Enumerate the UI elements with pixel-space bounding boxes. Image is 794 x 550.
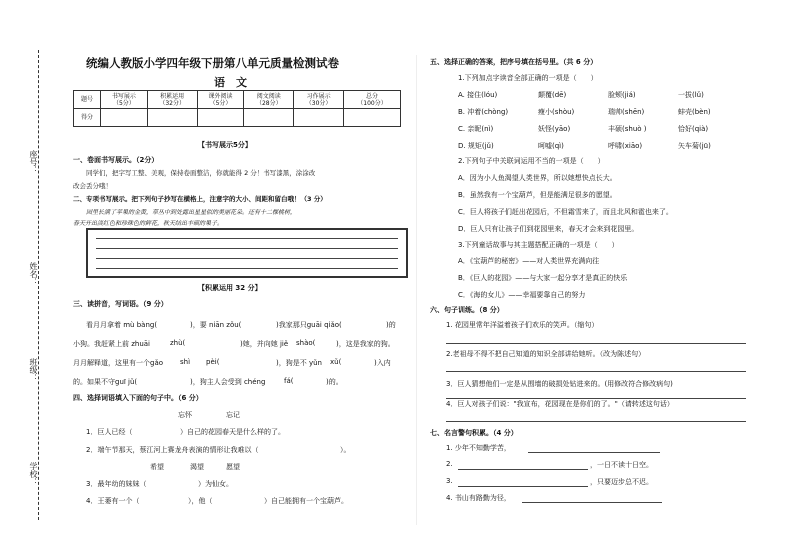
section-7-title: 七、名言警句积累。（4 分） [430, 429, 518, 437]
word-option: 忘记 [226, 411, 240, 419]
subject-title: 语 文 [214, 76, 247, 89]
sec6-s2: 2.老祖母不得不把自己知道的知识全部讲给她听。（改为陈述句） [446, 350, 646, 358]
writing-line [96, 258, 398, 259]
section-5-title: 五、选择正确的答案，把序号填在括号里。（共 6 分） [430, 58, 598, 66]
q1-option-d1: D. 规矩(jǔ) [458, 142, 494, 150]
q1-option-b2: 瘦小(shòu) [538, 108, 575, 116]
score-cell[interactable] [294, 109, 344, 127]
answer-line[interactable] [458, 486, 588, 487]
score-cell[interactable] [101, 109, 148, 127]
answer-line[interactable] [446, 421, 746, 422]
question-1: 一、卷面书写展示。（2分） [73, 156, 159, 164]
answer-line[interactable] [446, 371, 746, 372]
question-2: 二、专项书写展示。把下列句子抄写在横格上，注意字的大小、间距和留白哦！（3 分） [73, 195, 327, 203]
pinyin-line1-d: )的 [386, 321, 396, 329]
q1-option-c1: C. 亲昵(nì) [458, 125, 494, 133]
q1-option-a4: 一拔(lǔ) [678, 91, 704, 99]
section-title-writing: 【书写展示5分】 [198, 141, 252, 149]
score-row-label: 得分 [74, 109, 101, 127]
pinyin-line4-a: 的。如果不守guī jǔ( [73, 378, 138, 386]
word-option: 忘怀 [178, 411, 192, 419]
answer-line[interactable] [522, 502, 662, 503]
q1-option-a3: 脸颊(jiá) [608, 91, 636, 99]
pinyin-line1-a: 看月月拿着 mù bàng( [86, 321, 158, 329]
score-header-text: 习作展示 （30分） [305, 92, 332, 107]
answer-line[interactable] [446, 343, 746, 344]
q2-body-line1: 园里长满了苹果的金黄，草丛中到处露出星星似的美丽花朵。还有十二棵桃树， [86, 209, 297, 216]
score-table-header-row [74, 91, 401, 109]
copy-writing-box[interactable] [86, 228, 408, 278]
answer-line[interactable] [458, 469, 588, 470]
word-option: 希望 [150, 463, 164, 471]
sentence-1b: ）自己的花园春天是什么样的了。 [180, 428, 285, 436]
q1-option-b4: 蚌壳(bèn) [678, 108, 711, 116]
pinyin-line2-b: zhù( [170, 339, 186, 347]
q1-option-d3: 呼啸(xiāo) [608, 142, 643, 150]
pinyin-line3-e: xǔ( [330, 358, 342, 366]
q2-option-d: D．巨人只有让孩子们到花园里来，春天才会来到花园里。 [458, 225, 639, 233]
q3-option-b: B．《巨人的花园》——与大家一起分享才是真正的快乐 [458, 274, 628, 282]
sec6-s3: 3．巨人猜想他们一定是从围墙的破损处钻进来的。(用修改符合修改病句) [446, 380, 673, 388]
sentence-1a: 1．巨人已经（ [86, 428, 133, 436]
q1-option-c4: 恰好(qià) [678, 125, 709, 133]
sentence-2a: 2．端午节那天，蔡江河上赛龙舟表演的情形让我难以（ [86, 446, 259, 454]
question-4: 四、选择词语填入下面的句子中。（6 分） [73, 394, 203, 402]
exam-title: 统编人教版小学四年级下册第八单元质量检测试卷 [86, 56, 339, 70]
score-header-text: 阅文阅读 （28分） [255, 92, 282, 107]
word-option: 愿望 [226, 463, 240, 471]
proverb-3-text: ，只要迈步总不迟。 [590, 478, 653, 486]
q1-body-line1: 同学们，把字写工整、美观，保持卷面整洁，你就能得 2 分！书写漆黑，涂涂改 [86, 169, 316, 177]
score-header-text: 总分 （100分） [357, 92, 387, 107]
pinyin-line4-c: fá( [284, 377, 294, 385]
score-header-cell [344, 91, 401, 109]
sentence-3b: ）为仙女。 [198, 480, 233, 488]
score-cell[interactable] [197, 109, 244, 127]
score-header-cell [294, 91, 344, 109]
class-label: 班级： [29, 358, 38, 382]
sec5-q2: 2.下列句子中关联词运用不当的一项是（ ） [458, 157, 605, 165]
sec6-s1: 1. 花园里常年洋溢着孩子们欢乐的笑声。（缩句） [446, 321, 599, 329]
q1-option-c3: 丰硕(shuò ) [608, 125, 647, 133]
score-header-text: 积累运用 （32分） [159, 92, 185, 107]
q1-option-a2: 颠覆(dē) [538, 91, 567, 99]
pinyin-line2-e: )，这是我家的狗。 [336, 340, 395, 348]
sec5-q3: 3.下列童话故事与其主题搭配正确的一项是（ ） [458, 241, 619, 249]
q2-option-b: B．虽然我有一个宝葫芦，但是能满足很多的愿望。 [458, 191, 617, 199]
score-header-cell [197, 91, 244, 109]
score-cell[interactable] [244, 109, 294, 127]
section-6-title: 六、句子训练。（8 分） [430, 306, 504, 314]
proverb-2-text: ，一日不读十日空。 [590, 461, 653, 469]
q1-body-line2: 改会丢分哦！ [73, 182, 112, 190]
score-cell[interactable] [344, 109, 401, 127]
name-label: 姓名： [29, 262, 38, 286]
pinyin-line2-d: shào( [296, 339, 316, 347]
pinyin-line1-c: )我家那只guāi qiǎo( [276, 321, 342, 329]
writing-line [96, 248, 398, 249]
school-label: 学校： [29, 462, 38, 486]
q1-option-a1: A. 接住(lóu) [458, 91, 498, 99]
pinyin-line4-d: )的。 [326, 378, 343, 386]
writing-line [96, 238, 398, 239]
q1-option-c2: 妖怪(yāo) [538, 125, 571, 133]
writing-line [96, 268, 398, 269]
column-divider [416, 55, 417, 525]
q2-body-line2: 春天开出淡红色和珍珠色的鲜花，秋天结出丰硕的果子。 [73, 220, 224, 227]
pinyin-line3-d: )，狗是不 yǔn [276, 359, 322, 367]
pinyin-line1-b: )，要 niān zǒu( [190, 321, 242, 329]
q3-option-a: A．《宝葫芦的秘密》——对人类世界充满向往 [458, 257, 600, 265]
pinyin-line2-a: 小狗。我赶紧上前 zhuāi [73, 340, 151, 348]
q1-option-b3: 瑞帅(shēn) [608, 108, 645, 116]
score-cell[interactable] [147, 109, 197, 127]
section-title-accum: 【积累运用 32 分】 [198, 284, 262, 292]
proverb-2-num: 2. [446, 460, 453, 468]
score-header-cell [101, 91, 148, 109]
sec5-q1: 1.下列加点字读音全部正确的一项是（ ） [458, 74, 598, 82]
q1-option-b1: B. 冲着(chòng) [458, 108, 509, 116]
q3-option-c: C．《海的女儿》——幸福要靠自己的努力 [458, 291, 586, 299]
sentence-4b: ），他（ [188, 497, 213, 505]
answer-line[interactable] [528, 452, 660, 453]
score-table-score-row [74, 109, 401, 127]
pinyin-line3-a: 月月解释道，这里有一个gǎo [73, 359, 164, 367]
pinyin-line4-b: )，狗主人会受到 chéng [190, 378, 266, 386]
sec6-s4: 4．巨人对孩子们说："我宣布，花园现在是你们的了。"（请转述这句话） [446, 400, 674, 408]
seat-label: 座号： [29, 150, 38, 174]
score-header-cell [244, 91, 294, 109]
score-header-cell: 题号 [74, 91, 101, 109]
proverb-3-num: 3. [446, 477, 453, 485]
proverb-1: 1. 少年不知勤学苦， [446, 444, 511, 452]
q1-option-d4: 矢车菊(jū) [678, 142, 711, 150]
score-header-text: 书写展示 （5分） [111, 92, 136, 107]
q2-option-a: A．因为小人鱼渴望人类世界，所以她想快点长大。 [458, 174, 617, 182]
pinyin-line3-f: )入内 [374, 359, 391, 367]
pinyin-line3-c: pèi( [206, 358, 220, 366]
score-header-text: 课外阅读 （5分） [208, 92, 233, 107]
question-3: 三、读拼音，写词语。（9 分） [73, 300, 168, 308]
pinyin-line2-c: )她，并向她 jiě [240, 340, 289, 348]
sentence-3a: 3．最年幼的妹妹（ [86, 480, 147, 488]
sentence-4a: 4．王萎有一个（ [86, 497, 140, 505]
sentence-2b: ）。 [340, 446, 351, 454]
word-option: 渴望 [190, 463, 204, 471]
score-header-cell [147, 91, 197, 109]
pinyin-line3-b: shì [180, 358, 191, 366]
q2-option-c: C．巨人将孩子们赶出花园后，不但霜雪来了，而且北风和雹也来了。 [458, 208, 673, 216]
q1-option-d2: 呵嘘(qì) [538, 142, 564, 150]
sentence-4c: ）自己能拥有一个宝葫芦。 [264, 497, 348, 505]
score-table [73, 90, 401, 127]
proverb-4: 4. 书山有路勤为径， [446, 494, 511, 502]
